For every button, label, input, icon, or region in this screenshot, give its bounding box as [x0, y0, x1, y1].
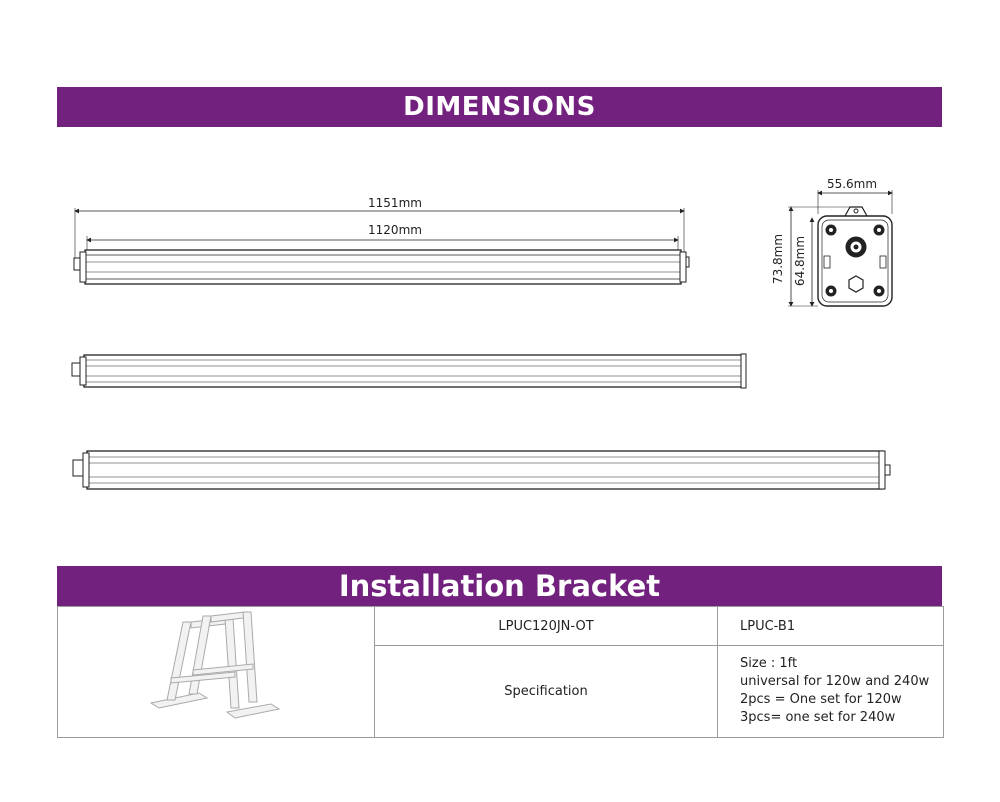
spec-line: 3pcs= one set for 240w — [740, 709, 896, 725]
spec-line: universal for 120w and 240w — [740, 673, 930, 689]
width-label: 55.6mm — [826, 177, 878, 191]
table-row — [58, 607, 944, 646]
bracket-image-cell — [58, 607, 375, 738]
spec-details-cell — [718, 646, 944, 738]
dimensions-title: DIMENSIONS — [403, 92, 596, 122]
spec-line: Size : 1ft — [740, 655, 798, 671]
height-overall-label: 73.8mm — [771, 233, 785, 285]
top-view-fixture — [74, 208, 689, 284]
overall-length-label: 1151mm — [368, 196, 422, 210]
bracket-table — [57, 606, 944, 738]
model-code-cell: LPUC120JN-OT — [375, 607, 718, 646]
bracket-image — [141, 610, 291, 735]
installation-banner — [57, 566, 942, 606]
spec-label-cell: Specification — [375, 646, 718, 738]
height-body-label: 64.8mm — [793, 235, 807, 287]
body-length-label: 1120mm — [368, 223, 422, 237]
side-view-fixture — [72, 354, 746, 388]
bottom-view-fixture — [73, 451, 890, 489]
bracket-code-cell: LPUC-B1 — [718, 607, 944, 646]
spec-line: 2pcs = One set for 120w — [740, 691, 902, 707]
installation-title: Installation Bracket — [338, 569, 661, 603]
